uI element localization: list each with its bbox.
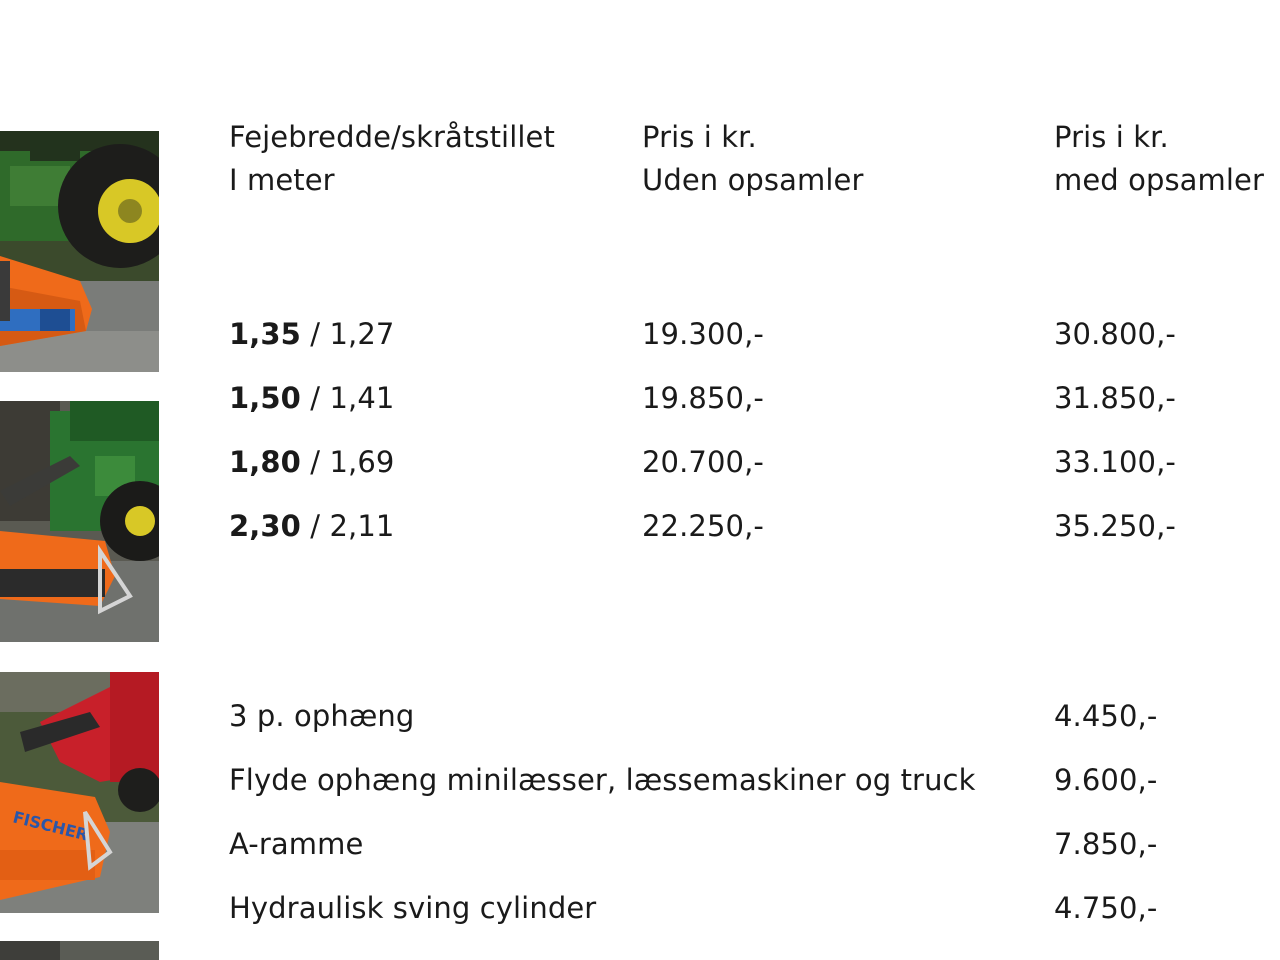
price-row-width xyxy=(229,505,394,548)
photo-brand-label: FISCHER xyxy=(11,807,91,845)
photo-image xyxy=(0,401,159,642)
photo-image xyxy=(0,672,159,913)
width-angled: / 1,27 xyxy=(300,317,395,351)
accessory-label: 3 p. ophæng xyxy=(229,699,415,733)
price-row-without-collector: 19.300,- xyxy=(642,317,764,351)
price-row-with-collector: 31.850,- xyxy=(1054,381,1176,415)
header-width-line1: Fejebredde/skråtstillet xyxy=(229,120,555,154)
price-row-width xyxy=(229,313,394,356)
price-row-with-collector: 30.800,- xyxy=(1054,317,1176,351)
header-price-without-collector xyxy=(642,116,863,202)
width-straight: 1,80 xyxy=(229,445,301,479)
header-width-line2: I meter xyxy=(229,163,335,197)
price-row-without-collector: 19.850,- xyxy=(642,381,764,415)
product-photo-tractor-sweeper-1 xyxy=(0,131,159,372)
price-row-with-collector: 33.100,- xyxy=(1054,445,1176,479)
price-row-width xyxy=(229,441,394,484)
accessory-price: 9.600,- xyxy=(1054,763,1158,797)
accessory-label: Hydraulisk sving cylinder xyxy=(229,891,597,925)
product-photo-loader-sweeper xyxy=(0,672,159,913)
width-angled: / 1,69 xyxy=(300,445,395,479)
header-price-without-line2: Uden opsamler xyxy=(642,163,864,197)
photo-image xyxy=(0,941,159,960)
width-angled: / 1,41 xyxy=(300,381,395,415)
width-straight: 2,30 xyxy=(229,509,301,543)
width-straight: 1,35 xyxy=(229,317,301,351)
accessory-price: 4.750,- xyxy=(1054,891,1158,925)
header-price-with-line2: med opsamler xyxy=(1054,163,1265,197)
accessory-price: 7.850,- xyxy=(1054,827,1158,861)
header-price-without-line1: Pris i kr. xyxy=(642,120,757,154)
price-row-without-collector: 20.700,- xyxy=(642,445,764,479)
price-row-with-collector: 35.250,- xyxy=(1054,509,1176,543)
price-row-without-collector: 22.250,- xyxy=(642,509,764,543)
price-row-width xyxy=(229,377,394,420)
product-photo-partial xyxy=(0,941,159,960)
accessory-label: Flyde ophæng minilæsser, læssemaskiner og truck xyxy=(229,763,976,797)
width-straight: 1,50 xyxy=(229,381,301,415)
accessory-price: 4.450,- xyxy=(1054,699,1158,733)
photo-image xyxy=(0,131,159,372)
header-price-with-collector xyxy=(1054,116,1264,202)
product-photo-tractor-sweeper-2 xyxy=(0,401,159,642)
header-price-with-line1: Pris i kr. xyxy=(1054,120,1169,154)
width-angled: / 2,11 xyxy=(300,509,395,543)
header-width xyxy=(229,116,555,202)
accessory-label: A-ramme xyxy=(229,827,364,861)
